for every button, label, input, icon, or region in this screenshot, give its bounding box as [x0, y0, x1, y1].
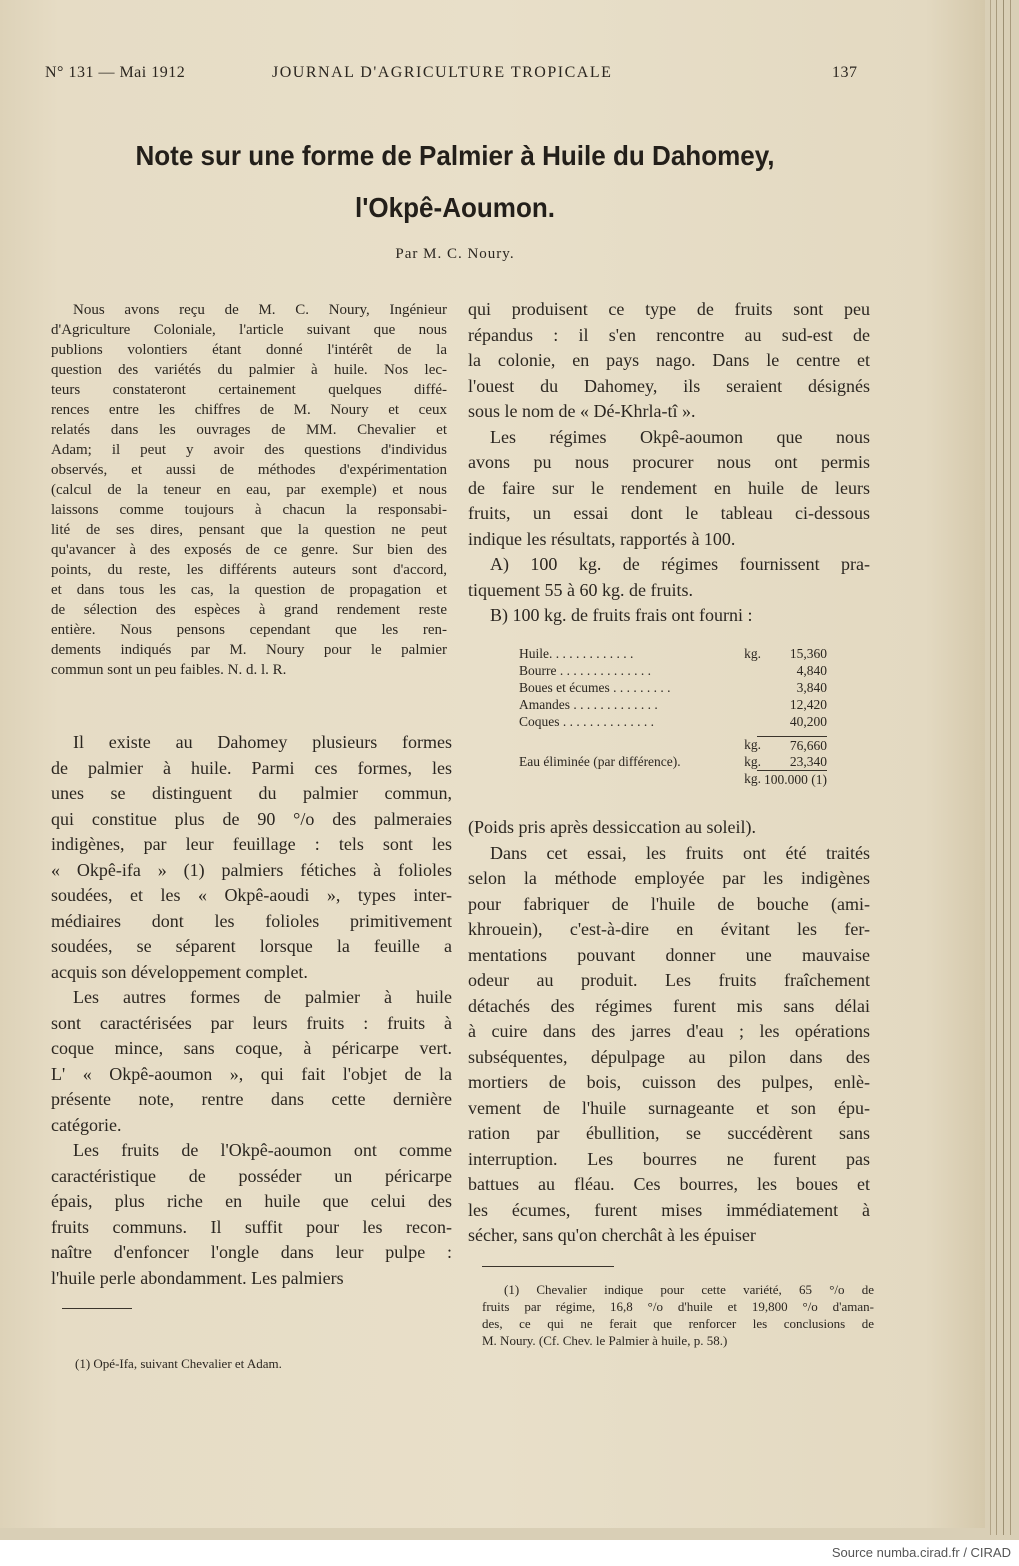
- text-line: Dans cet essai, les fruits ont été traités: [490, 842, 870, 863]
- text-line: de sélection des espèces à grand rendement reste: [51, 602, 447, 618]
- table-cell-unit: kg.: [744, 737, 761, 752]
- text-line: Les régimes Okpê-aoumon que nous: [490, 426, 870, 447]
- text-line: coque mince, sans coque, à péricarpe vert.: [51, 1038, 452, 1058]
- table-cell-unit: kg.: [744, 754, 761, 769]
- results-table: [519, 645, 849, 787]
- table-cell-value: 12,420: [789, 697, 827, 712]
- page-edge: [996, 0, 997, 1535]
- text-line: à cuire dans des jarres d'eau ; les opérations: [468, 1021, 870, 1041]
- text-line: qu'avancer à des exposés de ce genre. Sur bien des: [51, 542, 447, 558]
- text-line: A) 100 kg. de régimes fournissent pra-: [490, 554, 870, 574]
- text-line: sont caractérisées par leurs fruits : fruits à: [51, 1012, 452, 1033]
- editor-note: [51, 300, 447, 680]
- page-edge: [990, 0, 991, 1535]
- issue-number: N° 131 — Mai 1912: [45, 64, 186, 81]
- text-line: détachés des régimes furent mis sans délai: [468, 995, 870, 1016]
- table-cell-label: Eau éliminée (par différence).: [519, 754, 681, 769]
- article-title-line2: l'Okpê-Aoumon.: [354, 192, 556, 223]
- text-line: fruits communs. Il suffit pour les recon-: [51, 1216, 452, 1237]
- text-line: interruption. Les bourres ne furent pas: [468, 1148, 870, 1169]
- text-line: unes se distinguent du palmier commun,: [51, 783, 452, 803]
- text-line: mortiers de bois, cuisson des pulpes, enlè-: [468, 1072, 870, 1092]
- text-line: odeur au produit. Les fruits fraîchement: [468, 970, 870, 990]
- text-line: selon la méthode employée par les indigènes: [468, 868, 870, 888]
- text-line: présente note, rentre dans cette dernière: [51, 1089, 452, 1109]
- page-number: 137: [832, 64, 858, 81]
- text-line: khrouein), c'est-à-dire en évitant les fer-: [468, 919, 870, 939]
- text-line: avons pu nous procurer nous ont permis: [468, 452, 870, 472]
- table-row: [519, 662, 849, 679]
- table-row: [519, 645, 849, 662]
- text-line: Il existe au Dahomey plusieurs formes: [73, 732, 452, 752]
- text-line: d'Agriculture Coloniale, l'article suivant que nous: [51, 322, 447, 338]
- table-cell-label: Bourre . . . . . . . . . . . . . .: [519, 663, 651, 678]
- table-cell-value: 15,360: [789, 646, 827, 661]
- text-line: L' « Okpê-aoumon », qui fait l'objet de la: [51, 1063, 452, 1084]
- page-edge: [1010, 0, 1011, 1535]
- text-line: fruits, un essai dont le tableau ci-dessous: [468, 503, 870, 523]
- text-line: entière. Nous pensons cependant que les ren-: [51, 622, 447, 638]
- text-line: sous le nom de « Dé-Khrla-tî ».: [468, 401, 696, 421]
- text-line: subséquentes, dépulpage au pilon dans des: [468, 1046, 870, 1067]
- text-line: catégorie.: [51, 1114, 122, 1135]
- text-line: publions volontiers étant donné l'intérêt de la: [51, 342, 447, 358]
- text-line: laissons comme toujours à chacun la responsabi-: [51, 502, 447, 518]
- text-line: médiaires dont les folioles primitivement: [51, 910, 452, 931]
- table-cell-label: Coques . . . . . . . . . . . . . .: [519, 714, 654, 729]
- journal-title: JOURNAL D'AGRICULTURE TROPICALE: [272, 64, 613, 81]
- text-line: B) 100 kg. de fruits frais ont fourni :: [490, 605, 753, 625]
- text-line: fruits par régime, 16,8 °/o d'huile et 19,800 °/o d'aman-: [482, 1299, 874, 1314]
- text-line: acquis son développement complet.: [51, 961, 308, 982]
- table-row: [519, 736, 849, 753]
- table-cell-label: Amandes . . . . . . . . . . . . .: [519, 697, 658, 712]
- text-line: tiquement 55 à 60 kg. de fruits.: [468, 579, 693, 600]
- table-row: [519, 713, 849, 730]
- text-line: Les autres formes de palmier à huile: [73, 987, 452, 1007]
- text-line: caractéristique de posséder un péricarpe: [51, 1165, 452, 1186]
- text-line: répandus : il s'en rencontre au sud-est de: [468, 324, 870, 345]
- table-cell-value: 76,660: [757, 736, 827, 754]
- text-line: soudées, se séparent lorsque la feuille a: [51, 936, 452, 956]
- table-cell-label: Huile. . . . . . . . . . . . .: [519, 646, 634, 661]
- page-edge: [1003, 0, 1004, 1535]
- text-line: rences entre les chiffres de M. Noury et ceux: [51, 402, 447, 418]
- text-line: (1) Chevalier indique pour cette variété, 65 °/o de: [504, 1282, 874, 1297]
- text-line: de palmier à huile. Parmi ces formes, les: [51, 757, 452, 778]
- text-line: relatés dans les ouvrages de MM. Chevalier et: [51, 422, 447, 438]
- table-row: [519, 679, 849, 696]
- text-line: qui constitue plus de 90 °/o des palmeraies: [51, 808, 452, 829]
- text-line: dements indiqués par M. Noury pour le palmier: [51, 642, 447, 658]
- table-cell-value: 100.000 (1): [757, 770, 827, 788]
- text-line: sécher, sans qu'on cherchât à les épuiser: [468, 1225, 756, 1245]
- text-line: vement de l'huile surnageante et son épu-: [468, 1097, 870, 1118]
- text-line: Adam; il peut y avoir des questions d'individus: [51, 442, 447, 458]
- table-cell-unit: kg.: [744, 771, 761, 786]
- table-cell-value: 4,840: [796, 663, 827, 678]
- table-row: [519, 696, 849, 713]
- text-line: points, du reste, les différents auteurs sont d'accord,: [51, 562, 447, 578]
- text-line: les écumes, furent mises immédiatement à: [468, 1199, 870, 1220]
- text-line: commun sont un peu faibles. N. d. l. R.: [51, 662, 287, 678]
- table-cell-value: 23,340: [789, 754, 827, 769]
- text-line: indique les résultats, rapportés à 100.: [468, 528, 736, 549]
- text-line: question des variétés du palmier à huile. Nos lec-: [51, 362, 447, 378]
- table-cell-value: 3,840: [796, 680, 827, 695]
- table-cell-value: 40,200: [789, 714, 827, 729]
- article-title-line1: Note sur une forme de Palmier à Huile du Dahomey,: [135, 140, 775, 171]
- right-column-text-bottom: [468, 815, 870, 1249]
- text-line: Les fruits de l'Okpê-aoumon ont comme: [73, 1140, 452, 1160]
- table-row: [519, 770, 849, 787]
- text-line: M. Noury. (Cf. Chev. le Palmier à huile, p. 58.): [482, 1333, 728, 1348]
- text-line: mentations pouvant donner une mauvaise: [468, 944, 870, 965]
- table-row: [519, 753, 849, 770]
- text-line: soudées, et les « Okpê-aoudi », types inter-: [51, 885, 452, 905]
- footnote-rule: [62, 1308, 132, 1309]
- text-line: naître d'enfoncer l'ongle dans leur pulpe :: [51, 1242, 452, 1262]
- right-footnote: [482, 1281, 874, 1349]
- text-line: qui produisent ce type de fruits sont peu: [468, 299, 870, 319]
- text-line: teurs constateront certainement quelques diffé-: [51, 382, 447, 398]
- text-line: la colonie, en pays nago. Dans le centre et: [468, 350, 870, 370]
- text-line: et dans tous les cas, la question de propagation et: [51, 582, 447, 598]
- text-line: (calcul de la teneur en eau, par exemple) et nous: [51, 482, 447, 498]
- text-line: pour fabriquer de l'huile de bouche (ami-: [468, 893, 870, 914]
- text-line: (Poids pris après dessiccation au soleil).: [468, 817, 756, 837]
- footnote-rule: [482, 1266, 614, 1267]
- text-line: lité de ses dires, pensant que la question ne peut: [51, 522, 447, 538]
- text-line: épais, plus riche en huile que celui des: [51, 1191, 452, 1211]
- right-column-text-top: [468, 297, 870, 629]
- byline: Par M. C. Noury.: [395, 246, 515, 262]
- table-cell-unit: kg.: [744, 646, 761, 661]
- text-line: des, ce qui ne ferait que renforcer les conclusions de: [482, 1316, 874, 1331]
- left-footnote: (1) Opé-Ifa, suivant Chevalier et Adam.: [75, 1356, 282, 1371]
- text-line: « Okpê-ifa » (1) palmiers fétiches à folioles: [51, 859, 452, 880]
- text-line: l'ouest du Dahomey, ils seraient désignés: [468, 375, 870, 396]
- text-line: indigènes, par leur feuillage : tels sont les: [51, 834, 452, 854]
- table-cell-label: Boues et écumes . . . . . . . . .: [519, 680, 671, 695]
- text-line: observés, et aussi de méthodes d'expérimentation: [51, 462, 447, 478]
- text-line: l'huile perle abondamment. Les palmiers: [51, 1267, 344, 1288]
- source-credit: Source numba.cirad.fr / CIRAD: [831, 1545, 1011, 1560]
- text-line: ration par ébullition, se succédèrent sans: [468, 1123, 870, 1143]
- left-column-text: [51, 730, 452, 1291]
- text-line: de faire sur le rendement en huile de leurs: [468, 477, 870, 498]
- text-line: Nous avons reçu de M. C. Noury, Ingénieur: [73, 302, 447, 318]
- text-line: battues au fléau. Ces bourres, les boues et: [468, 1174, 870, 1194]
